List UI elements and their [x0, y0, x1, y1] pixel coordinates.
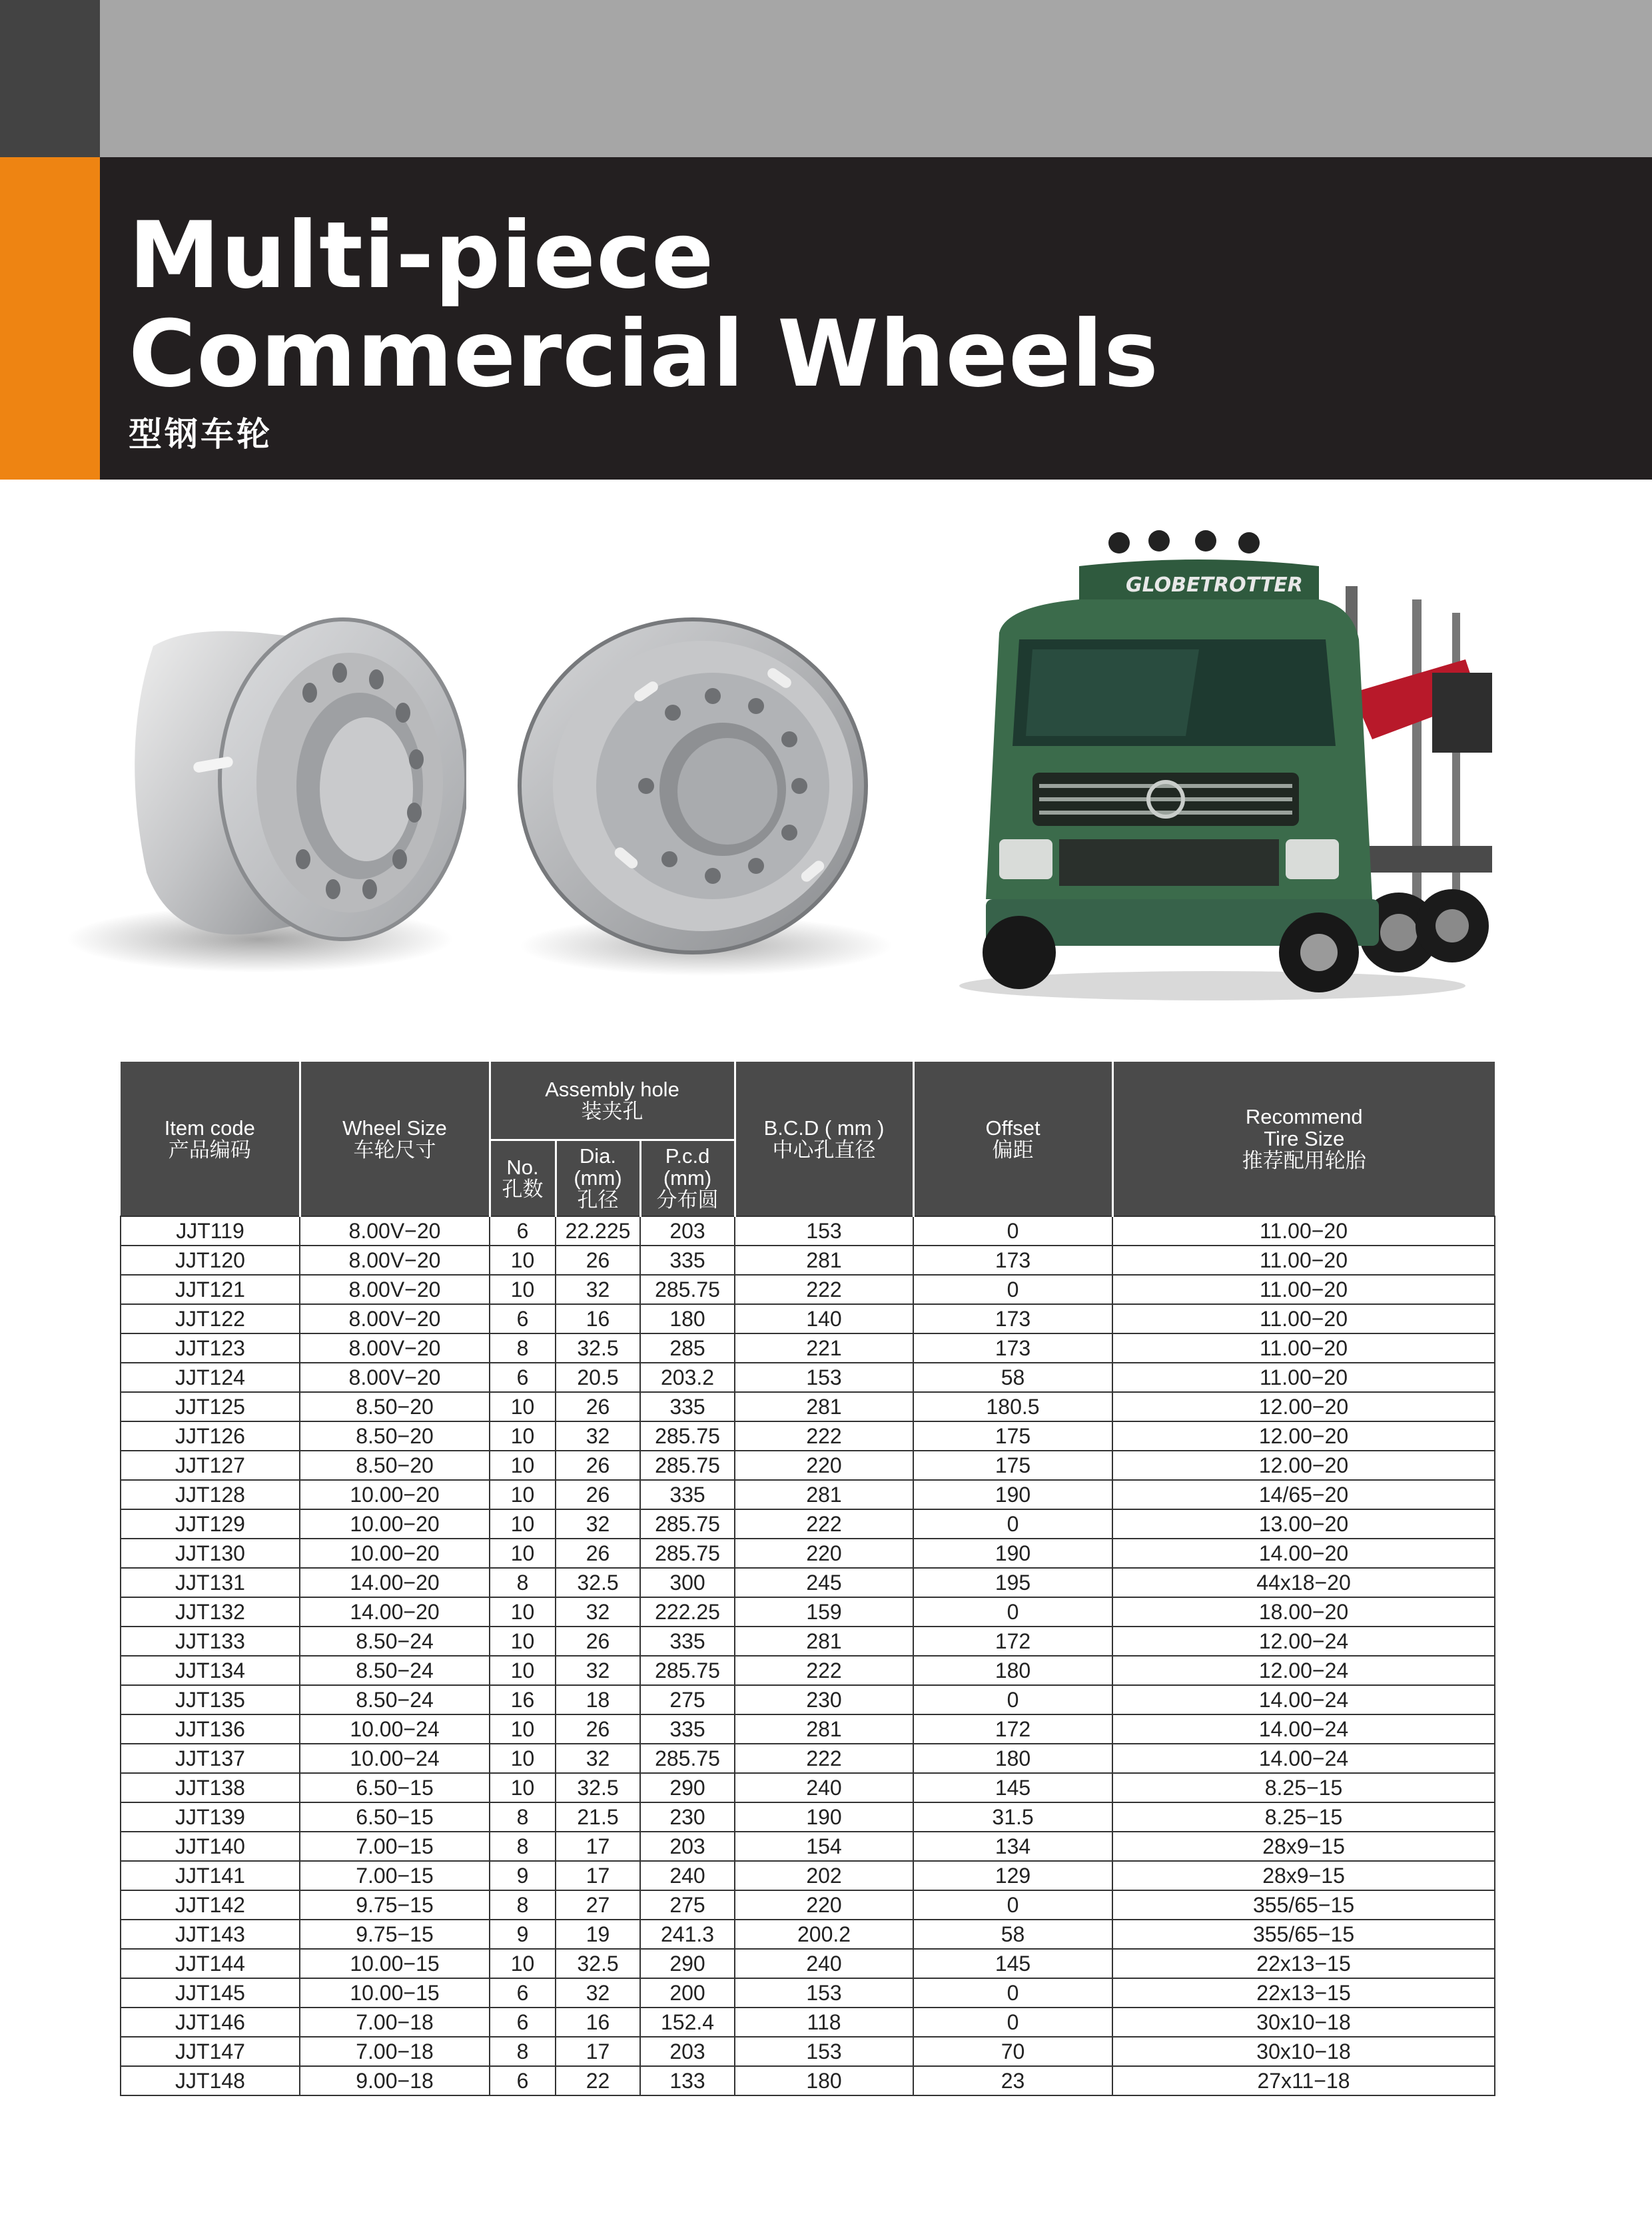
table-cell: 118 [735, 2008, 913, 2037]
table-cell: 10.00−15 [300, 1949, 490, 1978]
table-cell: 16 [490, 1685, 556, 1714]
table-cell: 26 [556, 1714, 640, 1744]
table-cell: 7.00−18 [300, 2008, 490, 2037]
table-row [121, 1509, 1495, 1539]
table-cell: 10 [490, 1509, 556, 1539]
table-row [121, 1539, 1495, 1568]
table-cell: 222 [735, 1509, 913, 1539]
table-cell: 180 [735, 2066, 913, 2095]
table-cell: 12.00−24 [1112, 1656, 1495, 1685]
table-cell: JJT145 [121, 1978, 300, 2008]
table-cell: 241.3 [640, 1920, 735, 1949]
table-row [121, 1978, 1495, 2008]
table-cell: JJT123 [121, 1333, 300, 1363]
table-cell: 285 [640, 1333, 735, 1363]
table-cell: 0 [913, 1685, 1112, 1714]
table-cell: 203 [640, 1216, 735, 1246]
table-cell: 9 [490, 1920, 556, 1949]
table-cell: 159 [735, 1597, 913, 1627]
table-row [121, 1949, 1495, 1978]
table-cell: 10.00−15 [300, 1978, 490, 2008]
wheel-spec-table [120, 1062, 1495, 2096]
table-cell: 10 [490, 1275, 556, 1304]
table-cell: 22x13−15 [1112, 1949, 1495, 1978]
header-item-code: Item code 产品编码 [121, 1062, 300, 1216]
table-cell: JJT128 [121, 1480, 300, 1509]
table-row [121, 1627, 1495, 1656]
table-cell: 14.00−20 [1112, 1539, 1495, 1568]
table-cell: 285.75 [640, 1451, 735, 1480]
table-cell: JJT147 [121, 2037, 300, 2066]
table-cell: 175 [913, 1421, 1112, 1451]
table-cell: 221 [735, 1333, 913, 1363]
table-cell: 200.2 [735, 1920, 913, 1949]
table-cell: 28x9−15 [1112, 1832, 1495, 1861]
table-cell: 18.00−20 [1112, 1597, 1495, 1627]
table-cell: 153 [735, 1363, 913, 1392]
table-cell: 173 [913, 1304, 1112, 1333]
table-cell: 8 [490, 2037, 556, 2066]
table-cell: 44x18−20 [1112, 1568, 1495, 1597]
table-cell: 190 [913, 1480, 1112, 1509]
table-row [121, 1773, 1495, 1802]
table-cell: 0 [913, 1597, 1112, 1627]
table-cell: JJT127 [121, 1451, 300, 1480]
table-row [121, 1744, 1495, 1773]
table-cell: 27 [556, 1890, 640, 1920]
table-cell: 290 [640, 1773, 735, 1802]
table-cell: 8 [490, 1568, 556, 1597]
header-pcd: P.c.d (mm) 分布圆 [640, 1140, 735, 1216]
table-cell: 172 [913, 1714, 1112, 1744]
table-cell: 145 [913, 1773, 1112, 1802]
table-cell: 133 [640, 2066, 735, 2095]
table-cell: 18 [556, 1685, 640, 1714]
table-cell: 10.00−24 [300, 1744, 490, 1773]
table-row [121, 1568, 1495, 1597]
table-cell: 134 [913, 1832, 1112, 1861]
table-cell: 11.00−20 [1112, 1216, 1495, 1246]
table-cell: 173 [913, 1246, 1112, 1275]
table-cell: 22 [556, 2066, 640, 2095]
table-cell: JJT141 [121, 1861, 300, 1890]
table-cell: 17 [556, 1832, 640, 1861]
table-cell: 19 [556, 1920, 640, 1949]
table-cell: 203 [640, 1832, 735, 1861]
table-cell: 245 [735, 1568, 913, 1597]
table-cell: 153 [735, 1978, 913, 2008]
table-cell: 222 [735, 1656, 913, 1685]
top-band [100, 0, 1652, 157]
table-cell: JJT119 [121, 1216, 300, 1246]
page-subtitle-cn: 型钢车轮 [129, 415, 272, 454]
table-cell: 355/65−15 [1112, 1920, 1495, 1949]
table-cell: 12.00−20 [1112, 1421, 1495, 1451]
table-cell: 16 [556, 1304, 640, 1333]
table-cell: JJT130 [121, 1539, 300, 1568]
header-bcd: B.C.D ( mm ) 中心孔直径 [735, 1062, 913, 1216]
table-cell: 173 [913, 1333, 1112, 1363]
table-cell: 222 [735, 1744, 913, 1773]
table-cell: 6 [490, 1978, 556, 2008]
table-cell: JJT142 [121, 1890, 300, 1920]
table-cell: 7.00−18 [300, 2037, 490, 2066]
table-cell: 32.5 [556, 1949, 640, 1978]
table-cell: 6 [490, 2008, 556, 2037]
table-cell: 8.00V−20 [300, 1216, 490, 1246]
table-cell: 11.00−20 [1112, 1333, 1495, 1363]
table-cell: 13.00−20 [1112, 1509, 1495, 1539]
table-cell: 32 [556, 1744, 640, 1773]
table-cell: 8 [490, 1802, 556, 1832]
table-cell: JJT120 [121, 1246, 300, 1275]
table-row [121, 1246, 1495, 1275]
table-cell: JJT136 [121, 1714, 300, 1744]
table-cell: 22x13−15 [1112, 1978, 1495, 2008]
orange-accent-bar [0, 157, 100, 480]
table-cell: 11.00−20 [1112, 1304, 1495, 1333]
table-cell: 8 [490, 1333, 556, 1363]
title-line-2: Commercial Wheels [129, 300, 1159, 408]
table-cell: 8.50−24 [300, 1627, 490, 1656]
table-cell: 230 [735, 1685, 913, 1714]
table-cell: 6 [490, 1304, 556, 1333]
table-cell: 195 [913, 1568, 1112, 1597]
table-cell: 10 [490, 1949, 556, 1978]
table-cell: 10 [490, 1451, 556, 1480]
table-cell: 222 [735, 1421, 913, 1451]
table-cell: 30x10−18 [1112, 2008, 1495, 2037]
table-row [121, 1656, 1495, 1685]
table-row [121, 1480, 1495, 1509]
table-cell: 6.50−15 [300, 1802, 490, 1832]
table-cell: 180 [640, 1304, 735, 1333]
table-body [121, 1216, 1495, 2095]
table-cell: 12.00−20 [1112, 1451, 1495, 1480]
table-cell: JJT125 [121, 1392, 300, 1421]
table-cell: JJT132 [121, 1597, 300, 1627]
table-cell: 0 [913, 1509, 1112, 1539]
table-cell: 20.5 [556, 1363, 640, 1392]
table-cell: 8.50−24 [300, 1656, 490, 1685]
table-cell: JJT126 [121, 1421, 300, 1451]
table-cell: 10 [490, 1246, 556, 1275]
table-cell: JJT134 [121, 1656, 300, 1685]
table-cell: 8.50−20 [300, 1451, 490, 1480]
table-cell: 11.00−20 [1112, 1246, 1495, 1275]
table-cell: 355/65−15 [1112, 1890, 1495, 1920]
table-cell: 11.00−20 [1112, 1363, 1495, 1392]
table-cell: 10 [490, 1421, 556, 1451]
header-recommend-tire-size: Recommend Tire Size 推荐配用轮胎 [1112, 1062, 1495, 1216]
table-cell: 14/65−20 [1112, 1480, 1495, 1509]
table-cell: 10 [490, 1539, 556, 1568]
table-cell: 180 [913, 1744, 1112, 1773]
table-cell: 300 [640, 1568, 735, 1597]
table-cell: 202 [735, 1861, 913, 1890]
table-cell: 153 [735, 1216, 913, 1246]
table-cell: 21.5 [556, 1802, 640, 1832]
table-cell: JJT138 [121, 1773, 300, 1802]
table-row [121, 1597, 1495, 1627]
table-cell: 0 [913, 1216, 1112, 1246]
steel-wheel-photo-2 [486, 586, 913, 986]
table-cell: 26 [556, 1392, 640, 1421]
table-cell: 8.00V−20 [300, 1304, 490, 1333]
table-cell: JJT135 [121, 1685, 300, 1714]
table-cell: 10 [490, 1656, 556, 1685]
table-row [121, 1802, 1495, 1832]
table-cell: 12.00−20 [1112, 1392, 1495, 1421]
table-cell: 154 [735, 1832, 913, 1861]
table-row [121, 1333, 1495, 1363]
table-cell: 222.25 [640, 1597, 735, 1627]
table-cell: 58 [913, 1363, 1112, 1392]
table-cell: 10 [490, 1627, 556, 1656]
header-wheel-size: Wheel Size 车轮尺寸 [300, 1062, 490, 1216]
table-cell: 220 [735, 1890, 913, 1920]
table-cell: 0 [913, 1275, 1112, 1304]
table-cell: 335 [640, 1480, 735, 1509]
table-cell: 10.00−24 [300, 1714, 490, 1744]
table-cell: 335 [640, 1246, 735, 1275]
table-cell: 10 [490, 1744, 556, 1773]
table-row [121, 1421, 1495, 1451]
table-cell: 335 [640, 1627, 735, 1656]
table-cell: 8.50−24 [300, 1685, 490, 1714]
table-cell: 32 [556, 1509, 640, 1539]
table-row [121, 2066, 1495, 2095]
table-cell: 9.00−18 [300, 2066, 490, 2095]
table-cell: JJT137 [121, 1744, 300, 1773]
table-cell: 285.75 [640, 1509, 735, 1539]
table-row [121, 1275, 1495, 1304]
table-cell: 240 [735, 1949, 913, 1978]
table-cell: 10 [490, 1392, 556, 1421]
table-cell: 190 [913, 1539, 1112, 1568]
table-cell: 281 [735, 1714, 913, 1744]
table-cell: 30x10−18 [1112, 2037, 1495, 2066]
table-cell: 335 [640, 1714, 735, 1744]
table-cell: 32 [556, 1597, 640, 1627]
table-cell: 26 [556, 1480, 640, 1509]
table-row [121, 1861, 1495, 1890]
header-hole-count: No. 孔数 [490, 1140, 556, 1216]
table-cell: 12.00−24 [1112, 1627, 1495, 1656]
table-cell: 8.00V−20 [300, 1363, 490, 1392]
table-cell: 281 [735, 1392, 913, 1421]
table-cell: 200 [640, 1978, 735, 2008]
table-row [121, 1920, 1495, 1949]
table-cell: 26 [556, 1627, 640, 1656]
table-cell: 32 [556, 1656, 640, 1685]
table-cell: JJT131 [121, 1568, 300, 1597]
table-cell: 32.5 [556, 1773, 640, 1802]
table-cell: 180 [913, 1656, 1112, 1685]
table-cell: 240 [640, 1861, 735, 1890]
table-cell: 23 [913, 2066, 1112, 2095]
steel-wheel-photo-1 [40, 586, 466, 986]
table-cell: 220 [735, 1451, 913, 1480]
header-assembly-hole: Assembly hole 装夹孔 [490, 1062, 735, 1140]
table-cell: 6 [490, 1216, 556, 1246]
table-cell: 10 [490, 1597, 556, 1627]
table-cell: 0 [913, 1890, 1112, 1920]
table-cell: 290 [640, 1949, 735, 1978]
table-cell: JJT129 [121, 1509, 300, 1539]
table-cell: 10 [490, 1714, 556, 1744]
table-cell: 26 [556, 1539, 640, 1568]
table-row [121, 1392, 1495, 1421]
table-cell: JJT148 [121, 2066, 300, 2095]
table-cell: 32 [556, 1421, 640, 1451]
table-cell: 32 [556, 1275, 640, 1304]
table-cell: 8.00V−20 [300, 1333, 490, 1363]
table-cell: 8 [490, 1832, 556, 1861]
table-row [121, 1714, 1495, 1744]
table-row [121, 1216, 1495, 1246]
table-cell: JJT133 [121, 1627, 300, 1656]
table-row [121, 2008, 1495, 2037]
table-cell: 17 [556, 2037, 640, 2066]
table-cell: 281 [735, 1480, 913, 1509]
page-title [129, 202, 1159, 408]
table-cell: 8.50−20 [300, 1421, 490, 1451]
table-cell: 153 [735, 2037, 913, 2066]
table-cell: 275 [640, 1685, 735, 1714]
table-cell: 10 [490, 1480, 556, 1509]
table-cell: 190 [735, 1802, 913, 1832]
table-cell: 14.00−20 [300, 1597, 490, 1627]
header-offset: Offset 偏距 [913, 1062, 1112, 1216]
table-cell: 240 [735, 1773, 913, 1802]
table-cell: JJT144 [121, 1949, 300, 1978]
table-cell: 285.75 [640, 1275, 735, 1304]
table-cell: 14.00−24 [1112, 1685, 1495, 1714]
table-cell: 70 [913, 2037, 1112, 2066]
table-cell: 275 [640, 1890, 735, 1920]
table-cell: 7.00−15 [300, 1861, 490, 1890]
table-cell: 6 [490, 2066, 556, 2095]
table-cell: 31.5 [913, 1802, 1112, 1832]
table-cell: 14.00−24 [1112, 1714, 1495, 1744]
table-cell: 32.5 [556, 1568, 640, 1597]
table-row [121, 1832, 1495, 1861]
table-cell: 10.00−20 [300, 1509, 490, 1539]
table-cell: 7.00−15 [300, 1832, 490, 1861]
table-cell: 9.75−15 [300, 1890, 490, 1920]
table-cell: 9.75−15 [300, 1920, 490, 1949]
table-cell: 14.00−20 [300, 1568, 490, 1597]
table-cell: 32.5 [556, 1333, 640, 1363]
table-cell: 172 [913, 1627, 1112, 1656]
table-cell: 285.75 [640, 1656, 735, 1685]
table-cell: 230 [640, 1802, 735, 1832]
corner-block [0, 0, 100, 157]
table-cell: 22.225 [556, 1216, 640, 1246]
table-cell: 6.50−15 [300, 1773, 490, 1802]
table-cell: 145 [913, 1949, 1112, 1978]
table-cell: 222 [735, 1275, 913, 1304]
table-cell: 281 [735, 1246, 913, 1275]
truck-brand-text: GLOBETROTTER [1126, 573, 1303, 597]
table-cell: 281 [735, 1627, 913, 1656]
table-cell: 285.75 [640, 1421, 735, 1451]
table-cell: 203 [640, 2037, 735, 2066]
table-cell: JJT122 [121, 1304, 300, 1333]
logging-truck-photo [946, 526, 1505, 1006]
table-cell: 8.00V−20 [300, 1275, 490, 1304]
table-cell: 10.00−20 [300, 1539, 490, 1568]
table-cell: 17 [556, 1861, 640, 1890]
table-cell: 8.25−15 [1112, 1802, 1495, 1832]
table-cell: 26 [556, 1246, 640, 1275]
table-cell: 16 [556, 2008, 640, 2037]
table-cell: 8 [490, 1890, 556, 1920]
table-row [121, 1451, 1495, 1480]
table-cell: JJT124 [121, 1363, 300, 1392]
table-cell: 285.75 [640, 1539, 735, 1568]
header-hole-diameter: Dia. (mm) 孔径 [556, 1140, 640, 1216]
table-cell: JJT139 [121, 1802, 300, 1832]
table-cell: 203.2 [640, 1363, 735, 1392]
table-cell: JJT140 [121, 1832, 300, 1861]
table-cell: 8.25−15 [1112, 1773, 1495, 1802]
table-cell: 11.00−20 [1112, 1275, 1495, 1304]
table-row [121, 1890, 1495, 1920]
table-cell: 140 [735, 1304, 913, 1333]
table-cell: 6 [490, 1363, 556, 1392]
table-cell: 220 [735, 1539, 913, 1568]
table-cell: 26 [556, 1451, 640, 1480]
table-cell: 10 [490, 1773, 556, 1802]
table-row [121, 1304, 1495, 1333]
table-row [121, 2037, 1495, 2066]
table-cell: 58 [913, 1920, 1112, 1949]
table-cell: 285.75 [640, 1744, 735, 1773]
table-cell: JJT121 [121, 1275, 300, 1304]
table-cell: 335 [640, 1392, 735, 1421]
title-line-1: Multi-piece [129, 202, 715, 309]
table-cell: 9 [490, 1861, 556, 1890]
table-cell: 14.00−24 [1112, 1744, 1495, 1773]
table-cell: 32 [556, 1978, 640, 2008]
table-cell: 152.4 [640, 2008, 735, 2037]
table-cell: 28x9−15 [1112, 1861, 1495, 1890]
table-cell: 129 [913, 1861, 1112, 1890]
table-cell: JJT143 [121, 1920, 300, 1949]
table-row [121, 1685, 1495, 1714]
table-cell: 8.00V−20 [300, 1246, 490, 1275]
table-cell: 8.50−20 [300, 1392, 490, 1421]
table-cell: 27x11−18 [1112, 2066, 1495, 2095]
table-cell: 0 [913, 1978, 1112, 2008]
table-cell: 0 [913, 2008, 1112, 2037]
table-cell: 180.5 [913, 1392, 1112, 1421]
table-cell: 175 [913, 1451, 1112, 1480]
table-cell: JJT146 [121, 2008, 300, 2037]
table-row [121, 1363, 1495, 1392]
table-cell: 10.00−20 [300, 1480, 490, 1509]
